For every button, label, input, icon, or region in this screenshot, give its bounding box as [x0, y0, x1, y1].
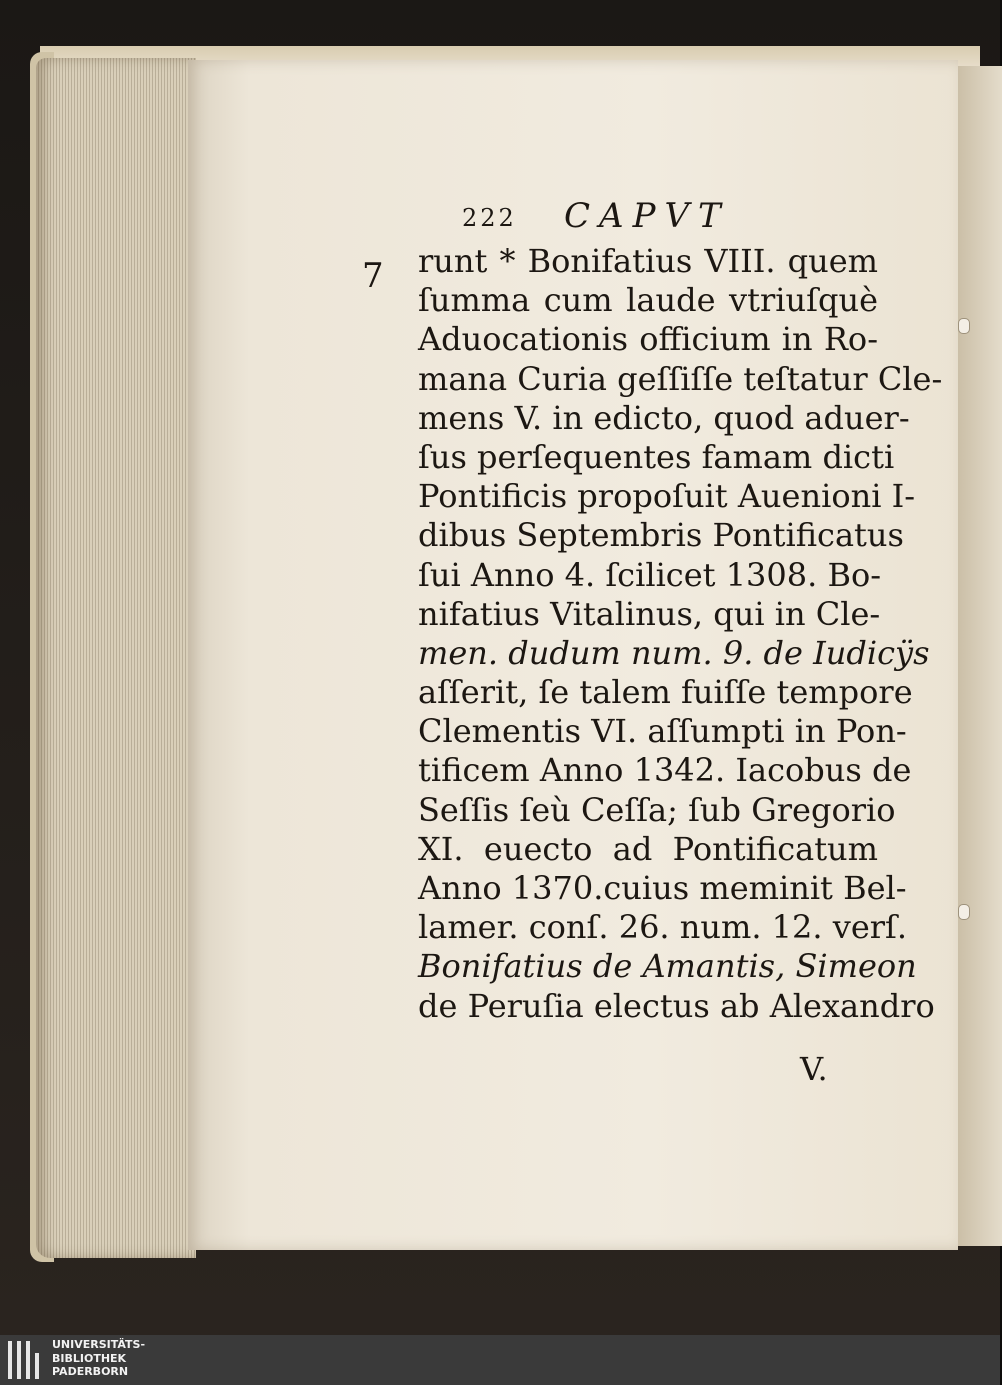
text-line: runt * Bonifatius VIII. quem [418, 242, 878, 280]
library-name [52, 1338, 145, 1379]
text-line: Anno 1370.cuius meminit Bel- [418, 869, 907, 907]
text-line: Seſſis ſeù Ceſſa; ſub Gregorio [418, 790, 896, 829]
page-number: 222 [462, 204, 517, 232]
body-text [418, 242, 943, 1026]
text-line: tificem Anno 1342. Iacobus de [418, 751, 912, 790]
binding-stitch [958, 904, 970, 920]
text-line: Aduocationis officium in Ro- [418, 320, 878, 359]
running-head: CAPVT [564, 196, 730, 236]
text-line: dibus Septembris Pontificatus [418, 516, 904, 555]
text-line: men. dudum num. 9. de Iudicÿs [418, 633, 930, 672]
text-line: Clementis VI. aſſumpti in Pon- [418, 712, 907, 751]
text-line: lamer. conſ. 26. num. 12. verſ. [418, 908, 908, 947]
binding-stitch [958, 318, 970, 334]
text-line: ſumma cum laude vtriuſquè [418, 281, 878, 320]
text-line: Pontificis propoſuit Auenioni I- [418, 477, 916, 516]
library-name-line: BIBLIOTHEK [52, 1351, 127, 1365]
text-line: aſſerit, ſe talem fuiſſe tempore [418, 673, 913, 712]
library-logo-icon [8, 1341, 48, 1379]
text-line: ſus perſequentes famam dicti [418, 437, 895, 476]
library-name-line: PADERBORN [52, 1365, 129, 1378]
text-line: mens V. in edicto, quod aduer- [418, 398, 910, 437]
text-line: nifatius Vitalinus, qui in Cle- [418, 594, 881, 633]
text-line: de Peruſia electus ab Alexandro [418, 986, 935, 1025]
library-name-line: UNIVERSITÄTS- [52, 1338, 146, 1351]
catchword: V. [800, 1050, 828, 1088]
text-line: mana Curia geſſiſſe teſtatur Cle- [418, 359, 943, 398]
page-edges-stack [36, 58, 196, 1258]
page-header [462, 196, 882, 246]
facing-page-edge [956, 66, 1002, 1246]
text-line: XI. euecto ad Pontificatum [418, 829, 878, 868]
margin-note: 7 [362, 256, 384, 296]
library-footer [0, 1335, 1000, 1385]
text-line: Bonifatius de Amantis, Simeon [418, 947, 917, 986]
text-line: ſui Anno 4. ſcilicet 1308. Bo- [418, 555, 882, 594]
